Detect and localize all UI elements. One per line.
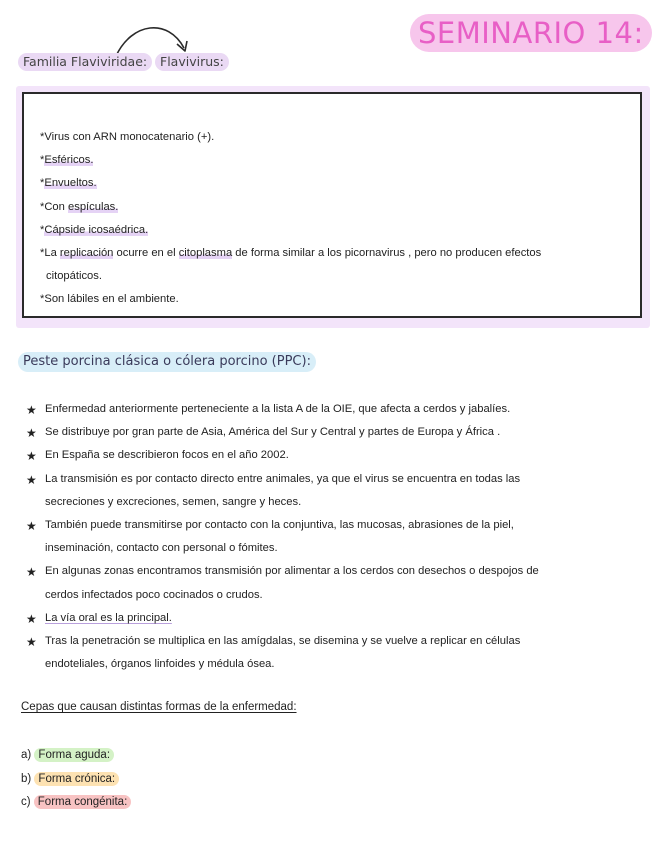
- list-item: *Con espículas.: [40, 200, 119, 213]
- section-title: Peste porcina clásica o cólera porcino (PPC):: [18, 352, 316, 372]
- star-bullet-icon: ★: [26, 611, 37, 626]
- list-item: ★ La transmisión es por contacto directo entre animales, ya que el virus se encuentra en todas las: [26, 468, 539, 491]
- list-item: ★ También puede transmitirse por contacto con la conjuntiva, las mucosas, abrasiones de la piel,: [26, 514, 539, 537]
- list-item: *Esféricos.: [40, 154, 94, 167]
- list-item: ★ Enfermedad anteriormente perteneciente a la lista A de la OIE, que afecta a cerdos y jabalíes.: [26, 398, 539, 421]
- page-title: SEMINARIO 14:: [410, 14, 652, 52]
- list-item: a) Forma aguda:: [21, 744, 131, 768]
- characteristics-list: [40, 126, 541, 312]
- chronic-form-label: Forma crónica:: [34, 772, 119, 786]
- acute-form-label: Forma aguda:: [34, 748, 114, 762]
- list-item-continuation: citopáticos.: [46, 270, 102, 283]
- list-item: ★ Se distribuye por gran parte de Asia, América del Sur y Central y partes de Europa y África .: [26, 421, 539, 444]
- list-item: *Virus con ARN monocatenario (+).: [40, 131, 215, 143]
- list-item: *Envueltos.: [40, 177, 97, 190]
- strains-heading: Cepas que causan distintas formas de la enfermedad:: [21, 701, 297, 713]
- star-bullet-icon: ★: [26, 449, 37, 464]
- list-item-continuation: endoteliales, órganos linfoides y médula ósea.: [45, 658, 275, 671]
- star-bullet-icon: ★: [26, 565, 37, 580]
- star-bullet-icon: ★: [26, 403, 37, 417]
- list-item: c) Forma congénita:: [21, 791, 131, 815]
- star-bullet-icon: ★: [26, 635, 37, 650]
- list-item: ★ En España se describieron focos en el año 2002.: [26, 444, 539, 467]
- list-item: *Cápside icosaédrica.: [40, 223, 149, 236]
- characteristics-box: [22, 92, 642, 318]
- genus-label: Flavivirus:: [155, 53, 229, 71]
- star-bullet-icon: ★: [26, 519, 37, 534]
- list-item: b) Forma crónica:: [21, 768, 131, 792]
- ppc-bullet-list: [26, 398, 539, 676]
- list-item: *Son lábiles en el ambiente.: [40, 293, 179, 306]
- star-bullet-icon: ★: [26, 472, 37, 487]
- strains-list: [21, 744, 131, 815]
- list-item: *La replicación ocurre en el citoplasma de forma similar a los picornavirus , pero no producen efectos: [40, 247, 542, 260]
- star-bullet-icon: ★: [26, 426, 37, 441]
- list-item: ★ La vía oral es la principal.: [26, 607, 539, 630]
- list-item: ★ En algunas zonas encontramos transmisión por alimentar a los cerdos con desechos o despojos de: [26, 560, 539, 583]
- list-item-continuation: secreciones y excreciones, semen, sangre y heces.: [45, 495, 302, 508]
- list-item: ★ Tras la penetración se multiplica en las amígdalas, se disemina y se vuelve a replicar en células: [26, 630, 539, 653]
- congenital-form-label: Forma congénita:: [34, 795, 132, 809]
- list-item-continuation: inseminación, contacto con personal o fómites.: [45, 542, 278, 555]
- family-label: Familia Flaviviridae:: [18, 53, 152, 71]
- list-item-continuation: cerdos infectados poco cocinados o crudos.: [45, 588, 263, 601]
